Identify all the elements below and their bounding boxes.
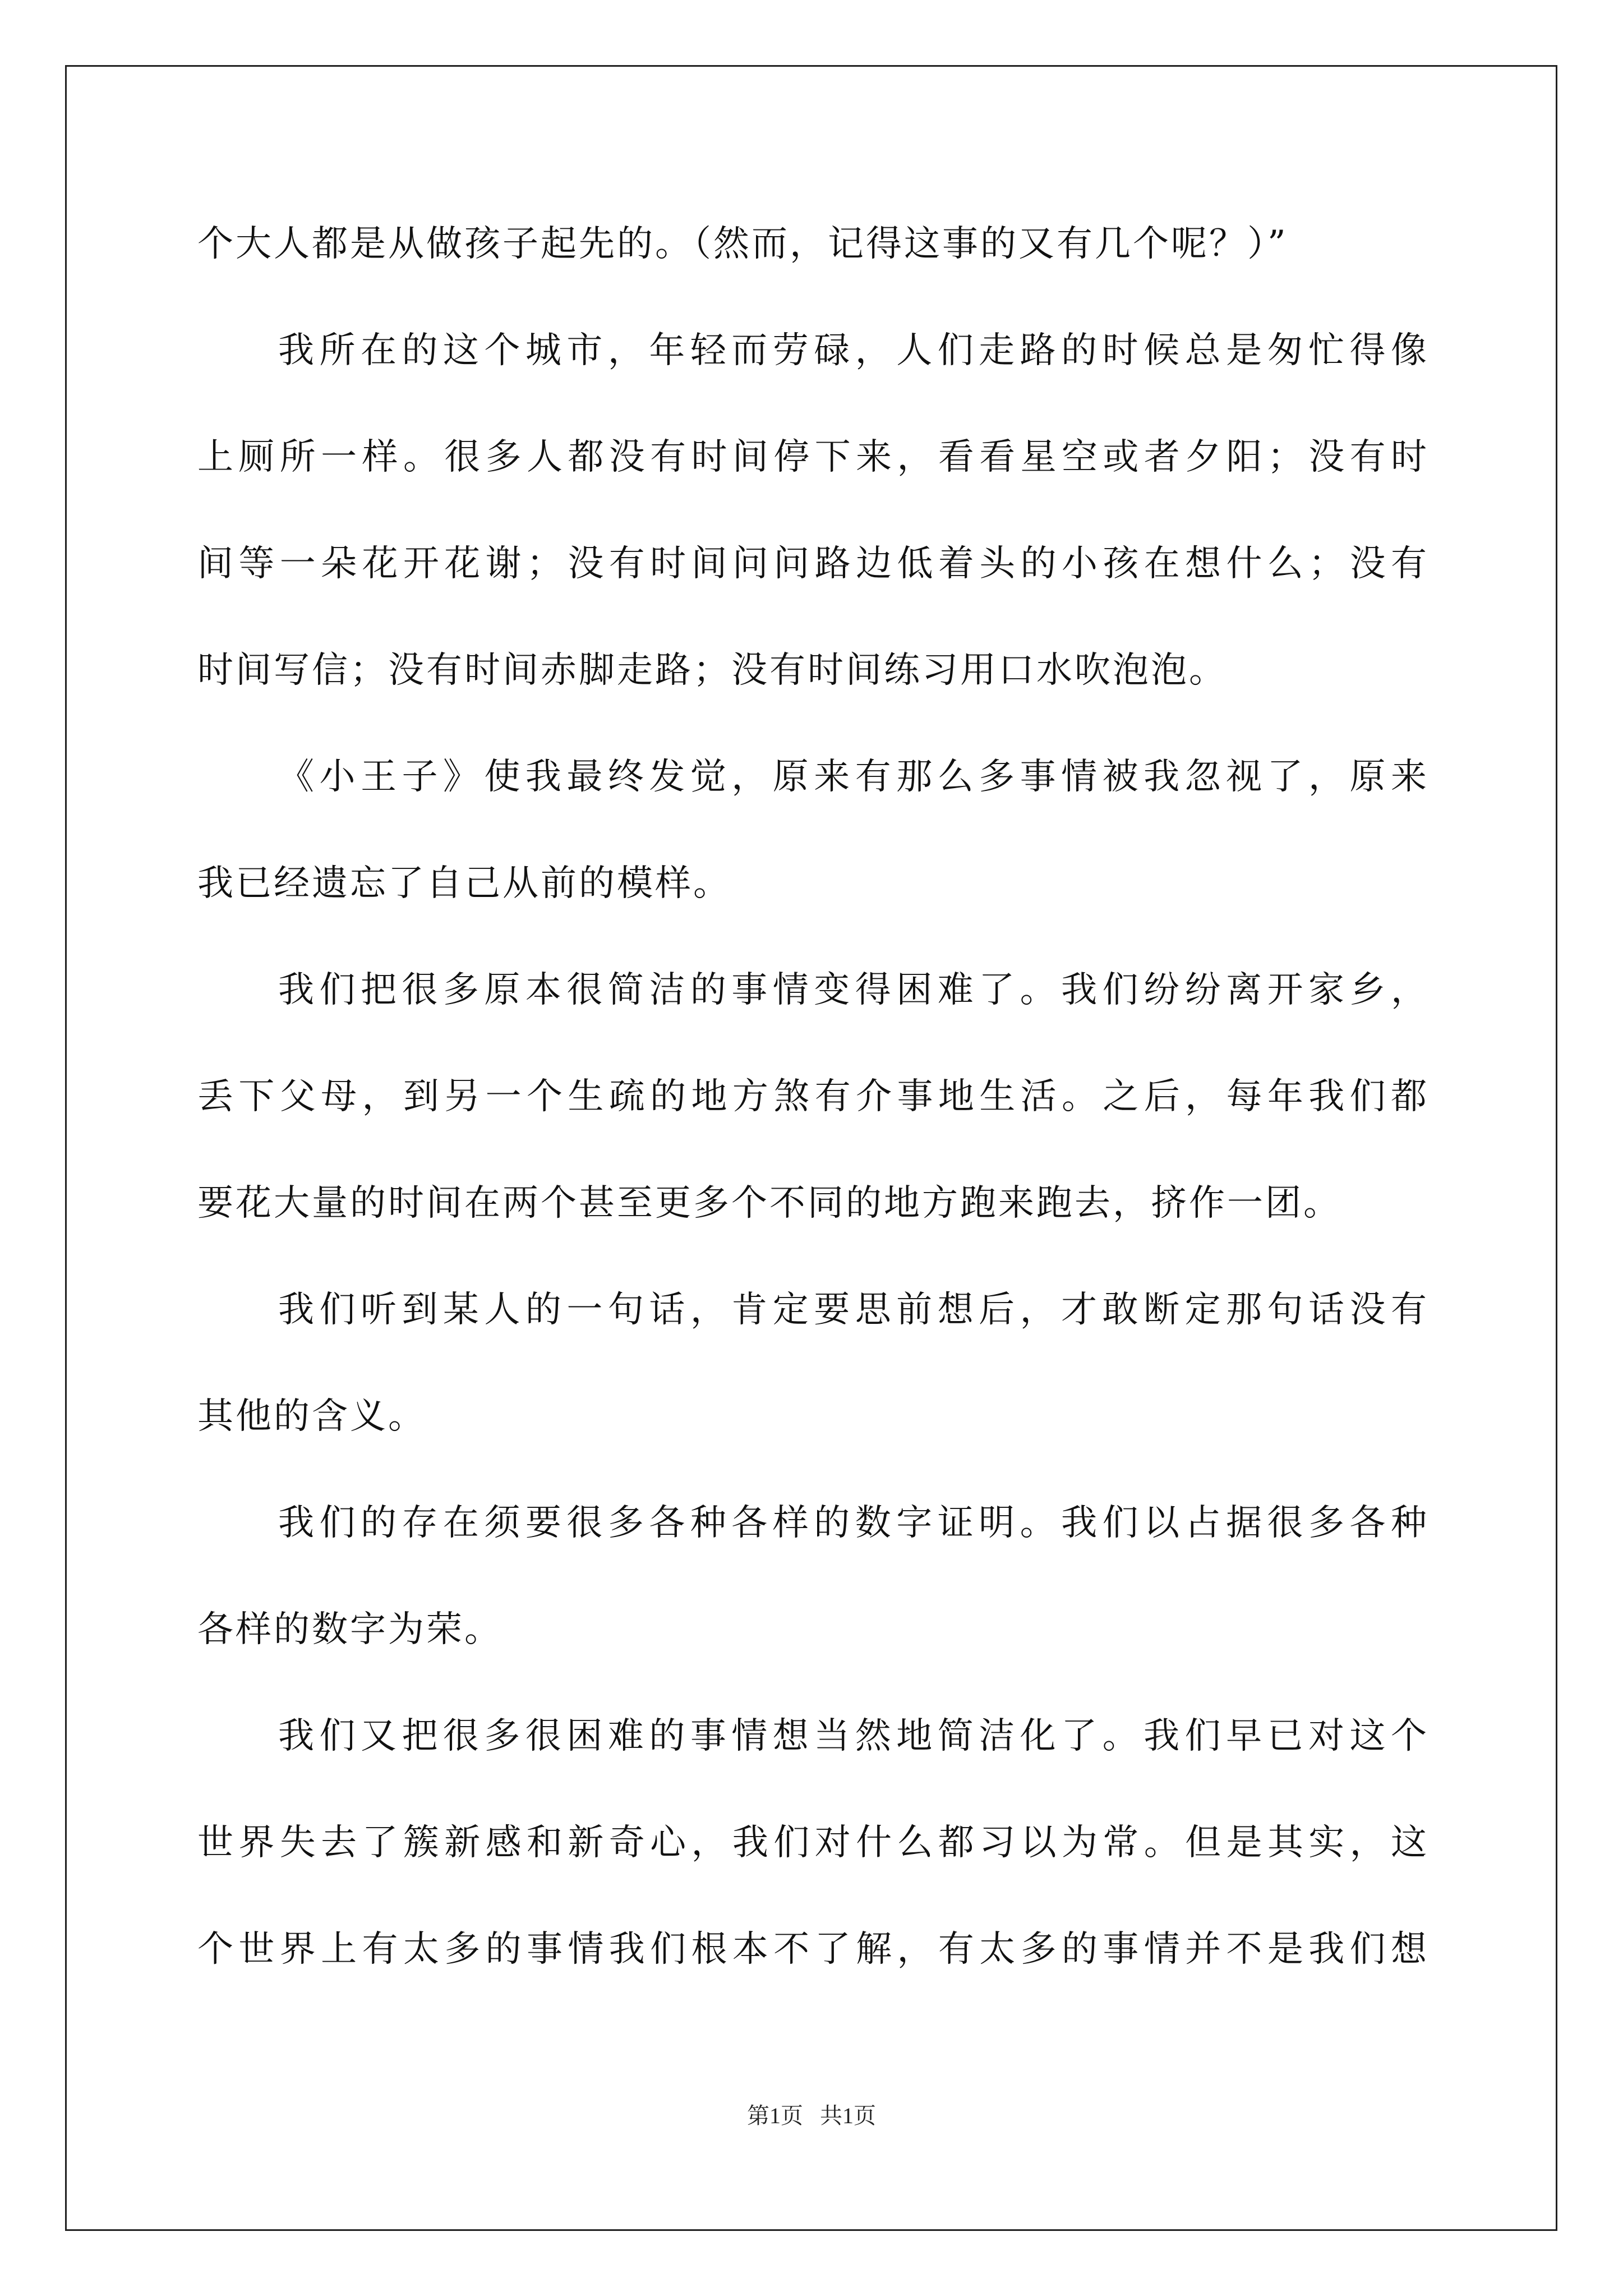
text-line: 我所在的这个城市，年轻而劳碌，人们走路的时候总是匆忙得像 [278, 330, 1429, 371]
text-line: 我们听到某人的一句话，肯定要思前想后，才敢断定那句话没有 [278, 1289, 1429, 1331]
text-line: 时间写信；没有时间赤脚走路；没有时间练习用口水吹泡泡。 [197, 650, 1227, 691]
text-line: 个世界上有太多的事情我们根本不了解，有太多的事情并不是我们想 [197, 1929, 1429, 1970]
text-line: 《小王子》使我最终发觉，原来有那么多事情被我忽视了，原来 [278, 756, 1429, 798]
text-line: 丢下父母，到另一个生疏的地方煞有介事地生活。之后，每年我们都 [197, 1076, 1429, 1117]
text-line: 要花大量的时间在两个甚至更多个不同的地方跑来跑去，挤作一团。 [197, 1182, 1341, 1224]
text-line: 各样的数字为荣。 [197, 1609, 502, 1650]
text-line: 我们把很多原本很简洁的事情变得困难了。我们纷纷离开家乡， [278, 969, 1429, 1011]
text-line: 其他的含义。 [197, 1396, 426, 1437]
text-line: 我们的存在须要很多各种各样的数字证明。我们以占据很多各种 [278, 1502, 1429, 1544]
text-line: 我已经遗忘了自己从前的模样。 [197, 863, 731, 904]
text-line: 我们又把很多很困难的事情想当然地简洁化了。我们早已对这个 [278, 1715, 1429, 1757]
page-footer: 第1页 共1页 [747, 2103, 876, 2128]
document-body [197, 191, 1429, 2003]
text-line: 上厕所一样。很多人都没有时间停下来，看看星空或者夕阳；没有时 [197, 436, 1429, 478]
text-line: 世界失去了簇新感和新奇心，我们对什么都习以为常。但是其实，这 [197, 1822, 1429, 1864]
text-line: 间等一朵花开花谢；没有时间问问路边低着头的小孩在想什么；没有 [197, 543, 1429, 585]
text-line: 个大人都是从做孩子起先的。（然而，记得这事的又有几个呢？）” [197, 223, 1288, 265]
